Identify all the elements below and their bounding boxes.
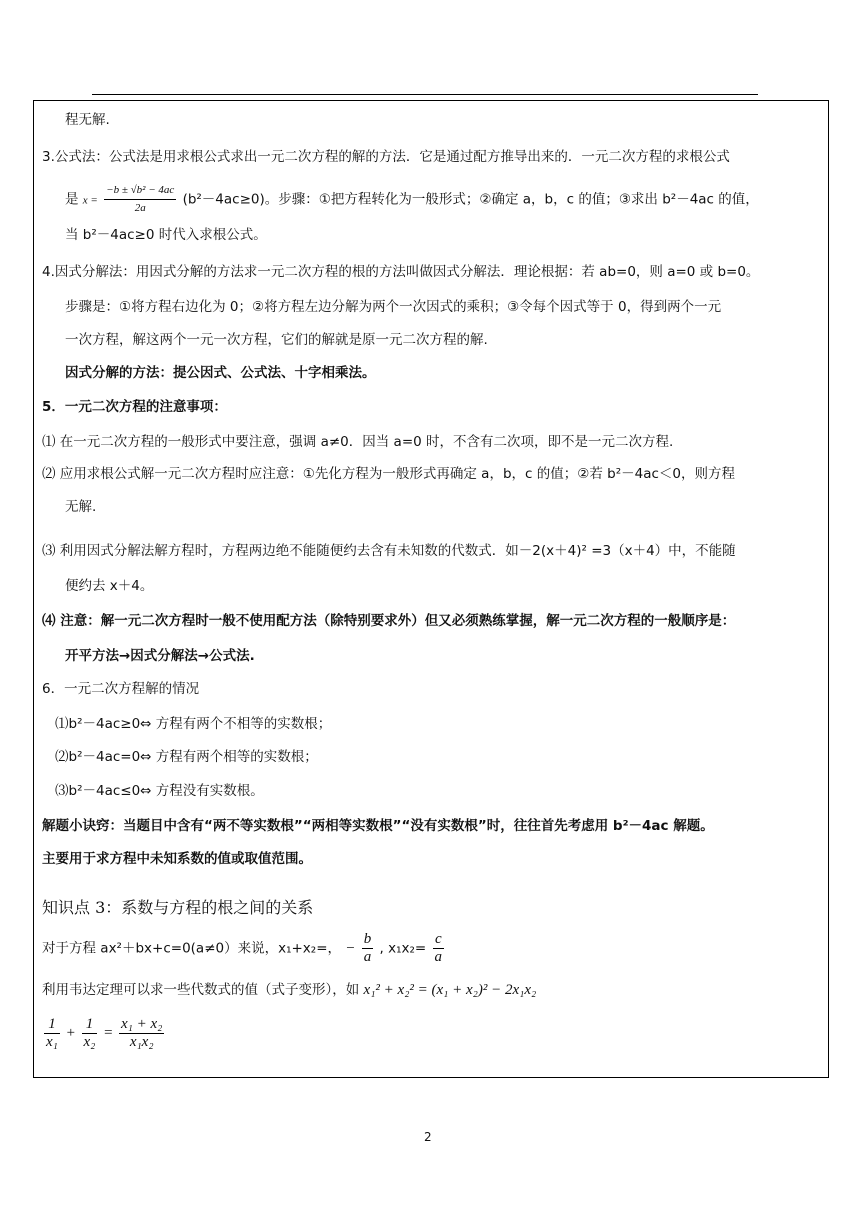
fraction-denominator: x₂: [83, 1034, 96, 1050]
fraction: [44, 1016, 60, 1051]
root-formula-line: [65, 182, 759, 217]
text-line: 程无解.: [65, 112, 110, 128]
text-line: 当 b²－4ac≥0 时代入求根公式。: [65, 227, 267, 243]
knowledge-heading: 知识点 3：系数与方程的根之间的关系: [42, 898, 314, 917]
fraction-numerator: b: [363, 931, 372, 947]
text-line: ⑵b²－4ac=0⇔ 方程有两个相等的实数根；: [55, 749, 318, 765]
text-line: 一次方程，解这两个一元一次方程，它们的解就是原一元二次方程的解.: [65, 332, 488, 348]
fraction-numerator: 1: [82, 1016, 98, 1034]
fraction: [119, 1016, 164, 1051]
text-line: ⑶ 利用因式分解法解方程时，方程两边绝不能随便约去含有未知数的代数式．如－2(x＋4)² =3（x＋4）中，不能随: [42, 543, 736, 559]
text-line: 3.公式法：公式法是用求根公式求出一元二次方程的解的方法．它是通过配方推导出来的．一元二次方程的求根公式: [42, 149, 730, 165]
fraction: [82, 1016, 98, 1051]
fraction-numerator: c: [433, 931, 445, 949]
equals-sign: =: [103, 1024, 114, 1041]
plus-sign: +: [65, 1024, 76, 1041]
section-title: 5．一元二次方程的注意事项：: [42, 399, 227, 415]
fraction-numerator: 1: [44, 1016, 60, 1034]
root-formula-denominator: 2a: [134, 202, 146, 214]
text-line: ⑴ 在一元二次方程的一般形式中要注意，强调 a≠0．因当 a=0 时，不含有二次项，即不是一元二次方程.: [42, 434, 674, 450]
fraction-denominator: a: [363, 949, 372, 965]
text-fragment: , x₁x₂=: [379, 940, 427, 957]
text-line: 无解.: [65, 499, 97, 515]
fraction-denominator: x₁x₂: [129, 1034, 154, 1050]
text-line: 开平方法→因式分解法→公式法.: [65, 648, 255, 664]
text-line: 便约去 x＋4。: [65, 578, 154, 594]
identity-line: [42, 980, 536, 1000]
text-fragment: 是: [65, 191, 79, 208]
fraction-numerator: x₁ + x₂: [121, 1016, 163, 1032]
text-fragment: (b²－4ac≥0)。步骤：①把方程转化为一般形式；②确定 a，b，c 的值；③求出 b²－4ac 的值，: [182, 191, 759, 208]
text-line: 因式分解的方法：提公因式、公式法、十字相乘法。: [65, 365, 376, 381]
page-number: 2: [424, 1130, 432, 1144]
sum-of-squares-identity: x₁² + x₂² = (x₁ + x₂)² − 2x₁x₂: [363, 982, 537, 998]
text-line: ⑷ 注意：解一元二次方程时一般不使用配方法（除特别要求外）但又必须熟练掌握，解一元二次方程的一般顺序是：: [42, 613, 736, 629]
root-formula: [104, 182, 176, 217]
fraction-denominator: a: [434, 949, 443, 965]
product-of-roots-fraction: [433, 931, 445, 966]
text-line: ⑵ 应用求根公式解一元二次方程时应注意：①先化方程为一般形式再确定 a，b，c 的值；②若 b²－4ac＜0，则方程: [42, 466, 735, 482]
sum-of-roots-fraction: [362, 931, 374, 966]
text-line: 4.因式分解法：用因式分解的方法求一元二次方程的根的方法叫做因式分解法．理论根据：若 ab=0，则 a=0 或 b=0。: [42, 264, 760, 280]
text-fragment: 利用韦达定理可以求一些代数式的值（式子变形），如: [42, 982, 360, 998]
section-title: 6．一元二次方程解的情况: [42, 681, 200, 697]
text-line: ⑶b²－4ac≤0⇔ 方程没有实数根。: [55, 783, 264, 799]
vieta-line: [42, 931, 446, 966]
fraction-denominator: x₁: [46, 1034, 58, 1050]
root-formula-lhs: x =: [82, 194, 98, 207]
minus-sign: −: [345, 940, 356, 957]
text-fragment: 对于方程 ax²＋bx+c=0(a≠0）来说，x₁+x₂=，: [42, 940, 342, 957]
root-formula-numerator: −b ± √b² − 4ac: [104, 182, 176, 200]
text-line: 主要用于求方程中未知系数的值或取值范围。: [42, 851, 312, 867]
header-rule: [92, 94, 758, 95]
text-line: 步骤是：①将方程右边化为 0；②将方程左边分解为两个一次因式的乘积；③令每个因式等于 0，得到两个一元: [65, 299, 722, 315]
text-line: 解题小诀窍：当题目中含有“两不等实数根”“两相等实数根”“没有实数根”时，往往首先考虑用 b²－4ac 解题。: [42, 818, 714, 834]
reciprocal-sum-formula: [42, 1016, 166, 1051]
text-line: ⑴b²－4ac≥0⇔ 方程有两个不相等的实数根；: [55, 716, 332, 732]
